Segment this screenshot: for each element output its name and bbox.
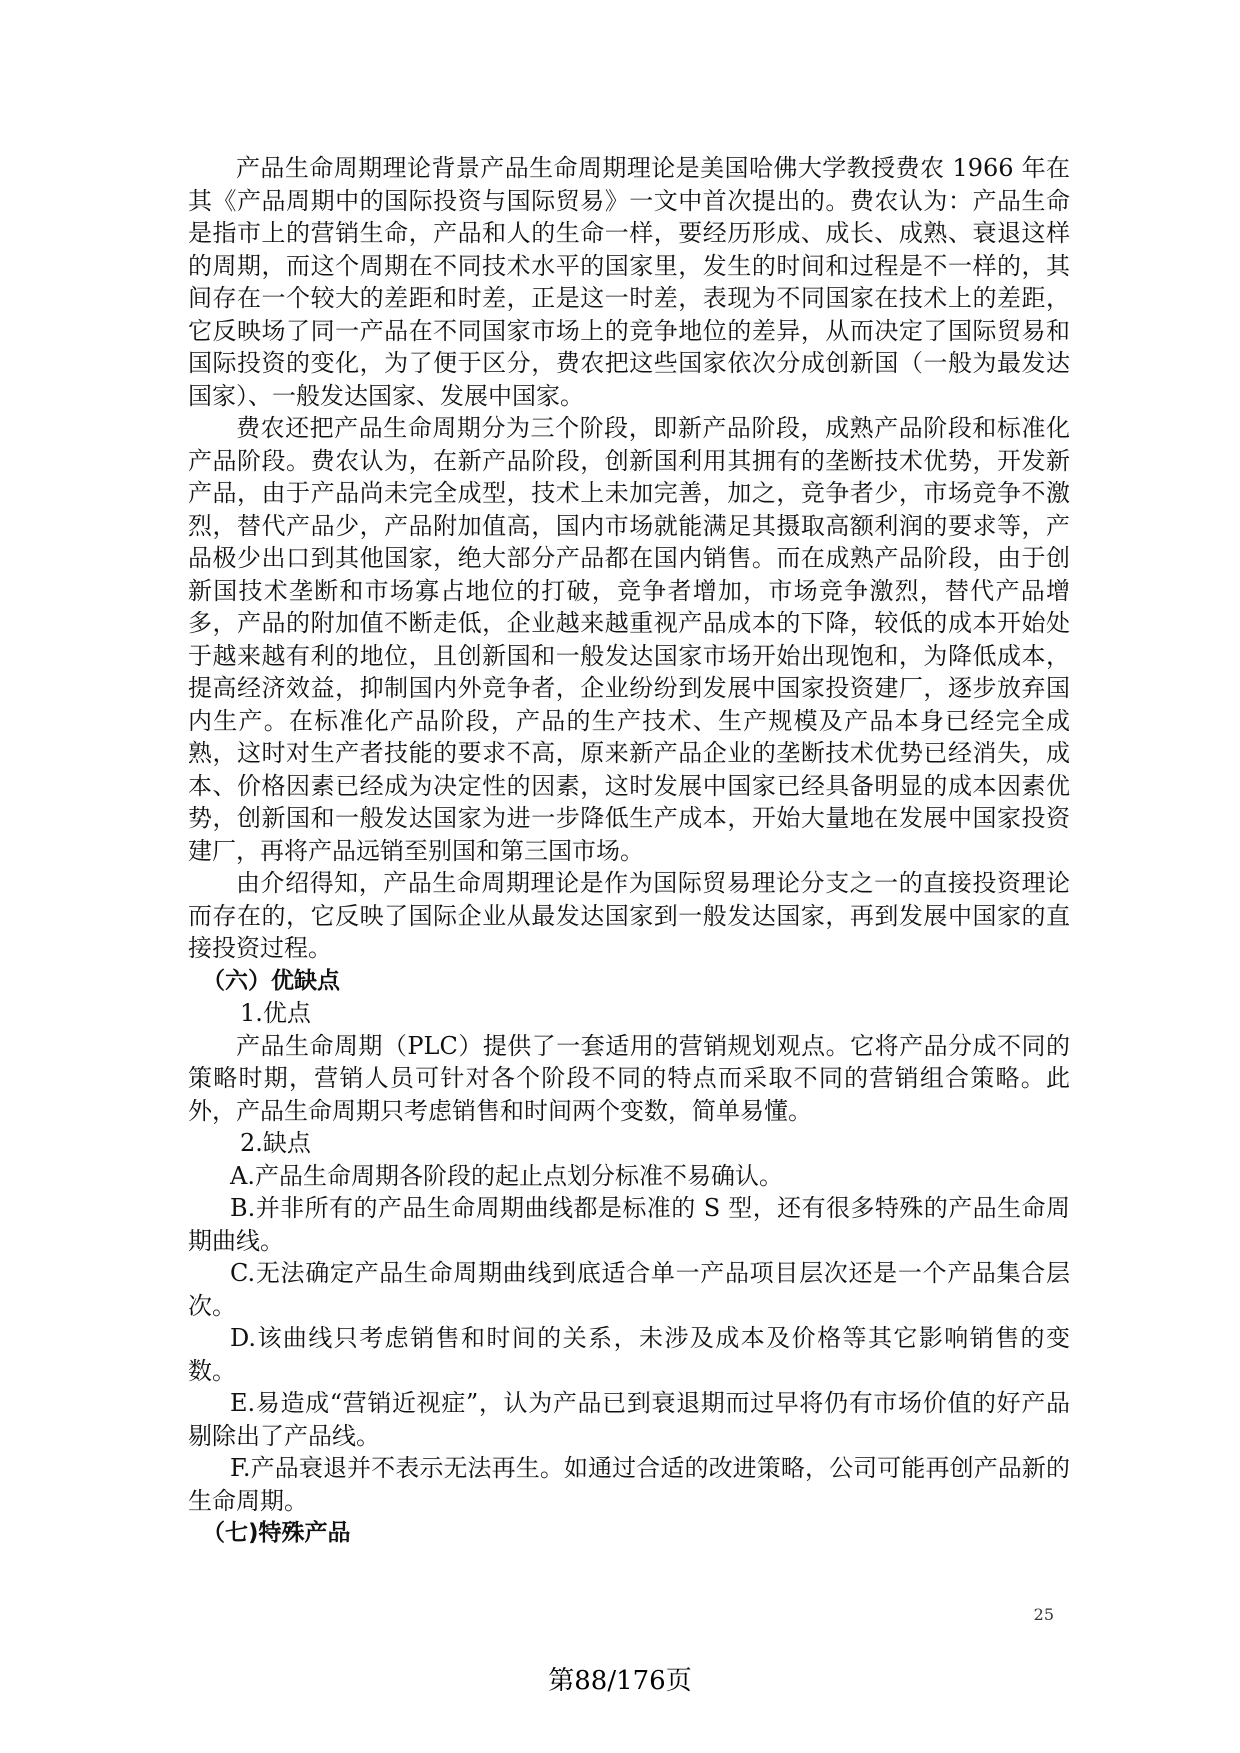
paragraph-summary: 由介绍得知，产品生命周期理论是作为国际贸易理论分支之一的直接投资理论而存在的，它反映了国际企业从最发达国家到一般发达国家，再到发展中国家的直接投资过程。	[188, 869, 1070, 962]
paragraph-three-stages: 费农还把产品生命周期分为三个阶段，即新产品阶段，成熟产品阶段和标准化产品阶段。费农认为，在新产品阶段，创新国利用其拥有的垄断技术优势，开发新产品，由于产品尚未完全成型，技术上未加完善，加之，竞争者少，市场竞争不激烈，替代产品少，产品附加值高，国内市场就能满足其摄取高额利润的要求等，产品极少出口到其他国家，绝大部分产品都在国内销售。而在成熟产品阶段，由于创新国技术垄断和市场寡占地位的打破，竞争者增加，市场竞争激烈，替代产品增多，产品的附加值不断走低，企业越来越重视产品成本的下降，较低的成本开始处于越来越有利的地位，且创新国和一般发达国家市场开始出现饱和，为降低成本，提高经济效益，抑制国内外竞争者，企业纷纷到发展中国家投资建厂，逐步放弃国内生产。在标准化产品阶段，产品的生产技术、生产规模及产品本身已经完全成熟，这时对生产者技能的要求不高，原来新产品企业的垄断技术优势已经消失，成本、价格因素已经成为决定性的因素，这时发展中国家已经具备明显的成本因素优势，创新国和一般发达国家为进一步降低生产成本，开始大量地在发展中国家投资建厂，再将产品远销至别国和第三国市场。	[188, 414, 1070, 865]
disadvantage-item-f: F.产品衰退并不表示无法再生。如通过合适的改进策略，公司可能再创产品新的生命周期。	[188, 1454, 1070, 1515]
disadvantage-title: 2.缺点	[240, 1129, 311, 1157]
page-number: 25	[1033, 1605, 1054, 1624]
section-heading-special-products: （七)特殊产品	[202, 1520, 351, 1546]
paragraph-background: 产品生命周期理论背景产品生命周期理论是美国哈佛大学教授费农 1966 年在其《产品周期中的国际投资与国际贸易》一文中首次提出的。费农认为：产品生命是指市上的营销生命，产品和人的生命一样，要经历形成、成长、成熟、衰退这样的周期，而这个周期在不同技术水平的国家里，发生的时间和过程是不一样的，其间存在一个较大的差距和时差，正是这一时差，表现为不同国家在技术上的差距，它反映场了同一产品在不同国家市场上的竞争地位的差异，从而决定了国际贸易和国际投资的变化，为了便于区分，费农把这些国家依次分成创新国（一般为最发达国家）、一般发达国家、发展中国家。	[188, 154, 1070, 410]
page-footer: 第88/176页	[548, 1666, 692, 1696]
advantage-text: 产品生命周期（PLC）提供了一套适用的营销规划观点。它将产品分成不同的策略时期，营销人员可针对各个阶段不同的特点而采取不同的营销组合策略。此外，产品生命周期只考虑销售和时间两个变数，简单易懂。	[188, 1031, 1070, 1125]
disadvantage-item-d: D.该曲线只考虑销售和时间的关系，未涉及成本及价格等其它影响销售的变数。	[188, 1324, 1070, 1385]
disadvantage-item-a: A.产品生命周期各阶段的起止点划分标准不易确认。	[230, 1161, 783, 1190]
advantage-title: 1.优点	[240, 999, 311, 1027]
disadvantage-item-e: E.易造成“营销近视症”，认为产品已到衰退期而过早将仍有市场价值的好产品剔除出了产品线。	[188, 1389, 1070, 1450]
section-heading-pros-cons: （六）优缺点	[202, 967, 340, 994]
disadvantage-item-c: C.无法确定产品生命周期曲线到底适合单一产品项目层次还是一个产品集合层次。	[188, 1259, 1070, 1320]
disadvantage-item-b: B.并非所有的产品生命周期曲线都是标准的 S 型，还有很多特殊的产品生命周期曲线。	[188, 1194, 1070, 1255]
document-body	[188, 152, 1070, 1550]
